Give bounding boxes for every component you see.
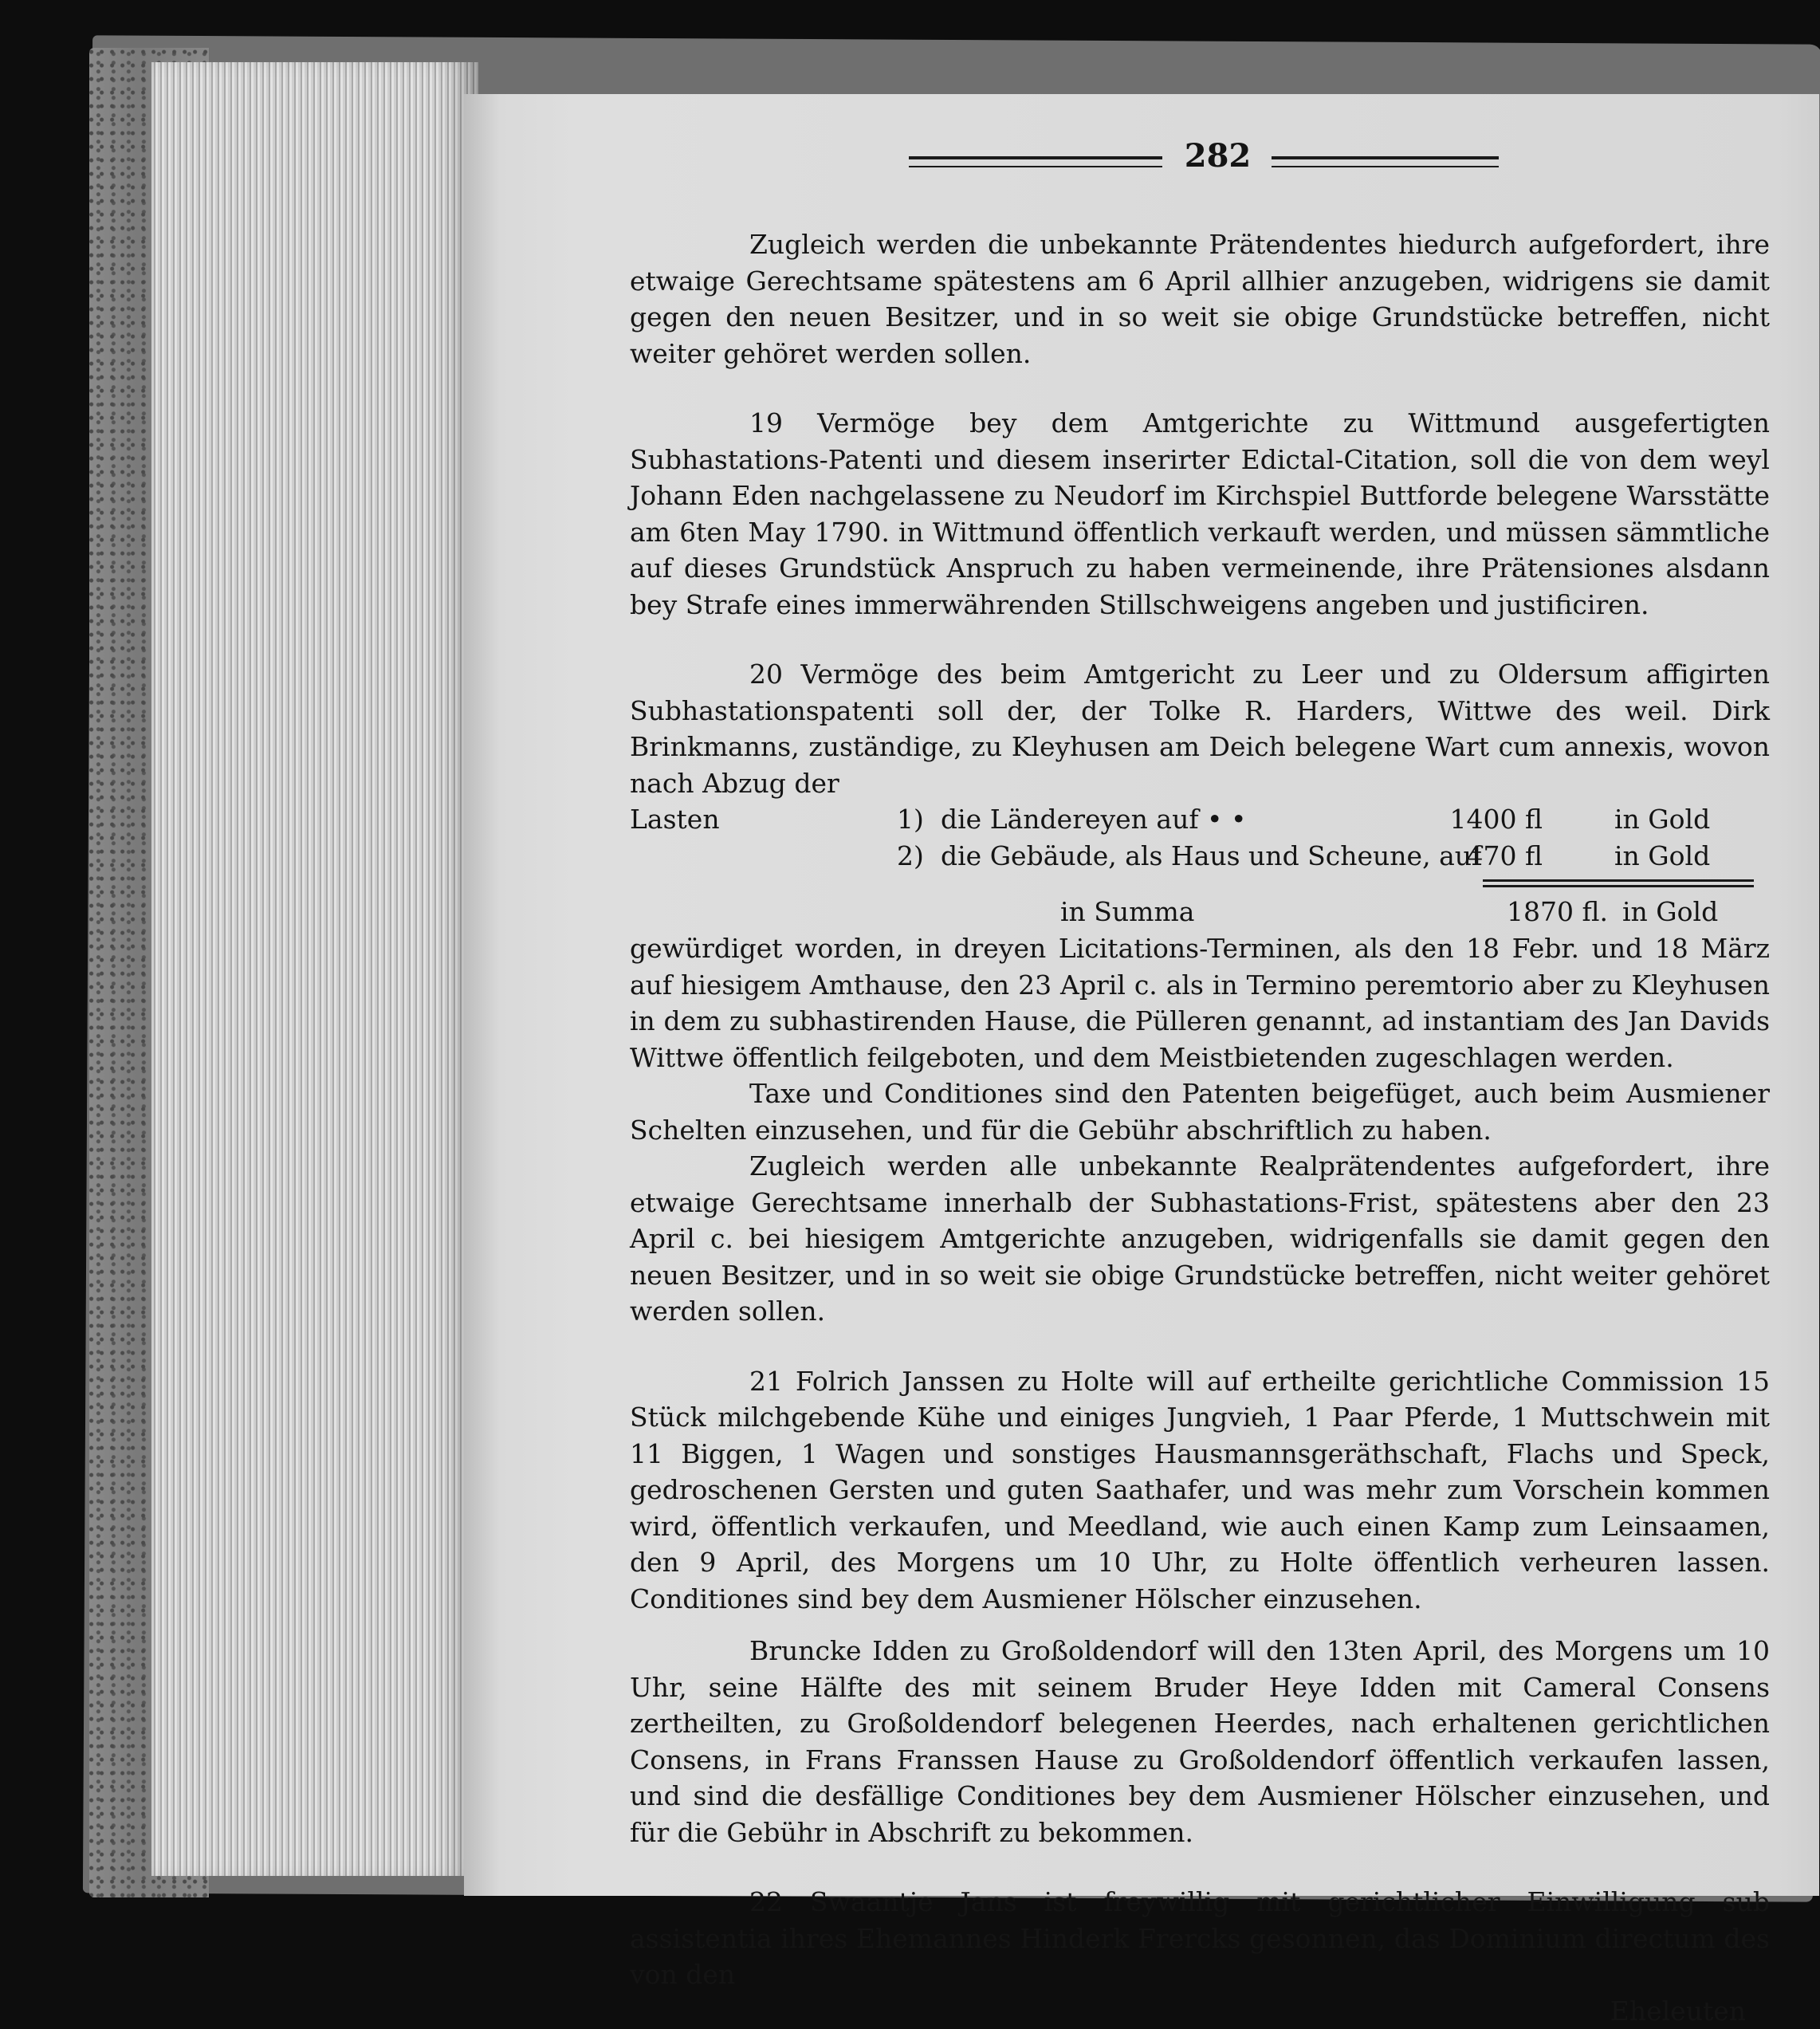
total-value: 1870 [1507,896,1574,927]
page-number: 282 [1168,137,1268,175]
item-value-group [1450,801,1543,838]
header-rule-right [1272,156,1499,167]
item-currency: in Gold [1614,801,1710,838]
sum-rule [1483,879,1754,882]
header-rule-left [909,156,1162,167]
valuation-item [630,801,1746,838]
item-currency: in Gold [1614,838,1710,875]
paragraph-20: 20 Vermöge des beim Amtgericht zu Leer und zu Oldersum affigirten Subhastationspatenti soll der, der Tolke R. Harders, Wittwe des weil. Dirk Brinkmanns, zuständige, zu Kleyhusen am Deich belegene Wart cum annexis, wovon nach Abzug der [630,656,1770,801]
paragraph-21: 21 Folrich Janssen zu Holte will auf ertheilte gerichtliche Commission 15 Stück milchgebende Kühe und einiges Jungvieh, 1 Paar Pferde, 1 Muttschwein mit 11 Biggen, 1 Wagen und sonstiges Hausmannsgeräthschaft, Flachs und Speck, gedroschenen Gersten und guten Saathafer, und was mehr zum Vorschein kommen wird, öffentlich verkaufen, und Meedland, wie auch einen Kamp zum Leinsaamen, den 9 April, des Morgens um 10 Uhr, zu Holte öffentlich verheuren lassen. Conditiones sind bey dem Ausmiener Hölscher einzusehen. [630,1363,1770,1618]
page-header [909,137,1499,185]
item-label: die Gebäude, als Haus und Scheune, auf [941,838,1481,875]
paragraph-20-zugleich: Zugleich werden alle unbekannte Realprätendentes aufgefordert, ihre etwaige Gerechtsame innerhalb der Subhastations-Frist, spätestens aber den 23 April c. bei hiesigem Amtgerichte anzugeben, widrigenfalls sie damit gegen den neuen Besitzer, und in so weit sie obige Grundstücke betreffen, nicht weiter gehöret werden sollen. [630,1148,1770,1330]
item-value: 470 [1466,840,1516,871]
page-text [630,226,1770,2029]
page-edges [151,62,478,1876]
valuation-item [630,838,1746,875]
total-currency: in Gold [1622,894,1718,930]
total-label: in Summa [1060,894,1194,930]
paragraph-20-taxe: Taxe und Conditiones sind den Patenten beigefüget, auch beim Ausmiener Schelten einzusehen, und für die Gebühr abschriftlich zu haben. [630,1075,1770,1148]
paragraph-22: 22 Swaantje Jans ist freywillig mit gerichtlicher Einwilligung sub assistentia ihres Ehemannes Hinderk Frercks gesonnen, das Dominium directum des von den [630,1884,1770,1993]
item-label: die Ländereyen auf • • [941,801,1246,838]
valuation-list [630,801,1770,875]
item-unit: fl [1525,840,1543,871]
total-value-group [1507,894,1608,930]
paragraph-zugleich: Zugleich werden die unbekannte Prätendentes hiedurch aufgefordert, ihre etwaige Gerechtsame spätestens am 6 April allhier anzugeben, widrigens sie damit gegen den neuen Besitzer, und in so weit sie obige Grundstücke betreffen, nicht weiter gehöret werden sollen. [630,226,1770,372]
paragraph-20-continued: gewürdiget worden, in dreyen Licitations-Terminen, als den 18 Febr. und 18 März auf hiesigem Amthause, den 23 April c. als in Termino peremtorio aber zu Kleyhusen in dem zu subhastirenden Hause, die Pülleren genannt, ad instantiam des Jan Davids Wittwe öffentlich feilgeboten, und dem Meistbietenden zugeschlagen werden. [630,930,1770,1075]
item-index: 2) [897,838,924,875]
item-unit: fl [1525,804,1543,835]
item-value: 1400 [1450,804,1517,835]
valuation-lead: Lasten [630,801,720,838]
item-value-group [1466,838,1543,875]
total-unit: fl. [1582,896,1608,927]
valuation-total [630,894,1770,930]
paragraph-21-brunke: Bruncke Idden zu Großoldendorf will den 13ten April, des Morgens um 10 Uhr, seine Hälfte des mit seinem Bruder Heye Idden mit Cameral Consens zertheilten, zu Großoldendorf belegenen Heerdes, nach erhaltenen gerichtlichen Consens, in Frans Franssen Hause zu Großoldendorf öffentlich verkaufen lassen, und sind die desfällige Conditiones bey dem Ausmiener Hölscher einzusehen, und für die Gebühr in Abschrift zu bekommen. [630,1633,1770,1850]
sum-rule [1483,885,1754,887]
paragraph-19: 19 Vermöge bey dem Amtgerichte zu Wittmund ausgefertigten Subhastations-Patenti und diesem inserirter Edictal-Citation, soll die von dem weyl Johann Eden nachgelassene zu Neudorf im Kirchspiel Buttforde belegene Warsstätte am 6ten May 1790. in Wittmund öffentlich verkauft werden, und müssen sämmtliche auf dieses Grundstück Anspruch zu haben vermeinende, ihre Prätensiones alsdann bey Strafe eines immerwährenden Stillschweigens angeben und justificiren. [630,405,1770,623]
catchword: Eheleuten [630,1993,1770,2029]
item-index: 1) [897,801,924,838]
